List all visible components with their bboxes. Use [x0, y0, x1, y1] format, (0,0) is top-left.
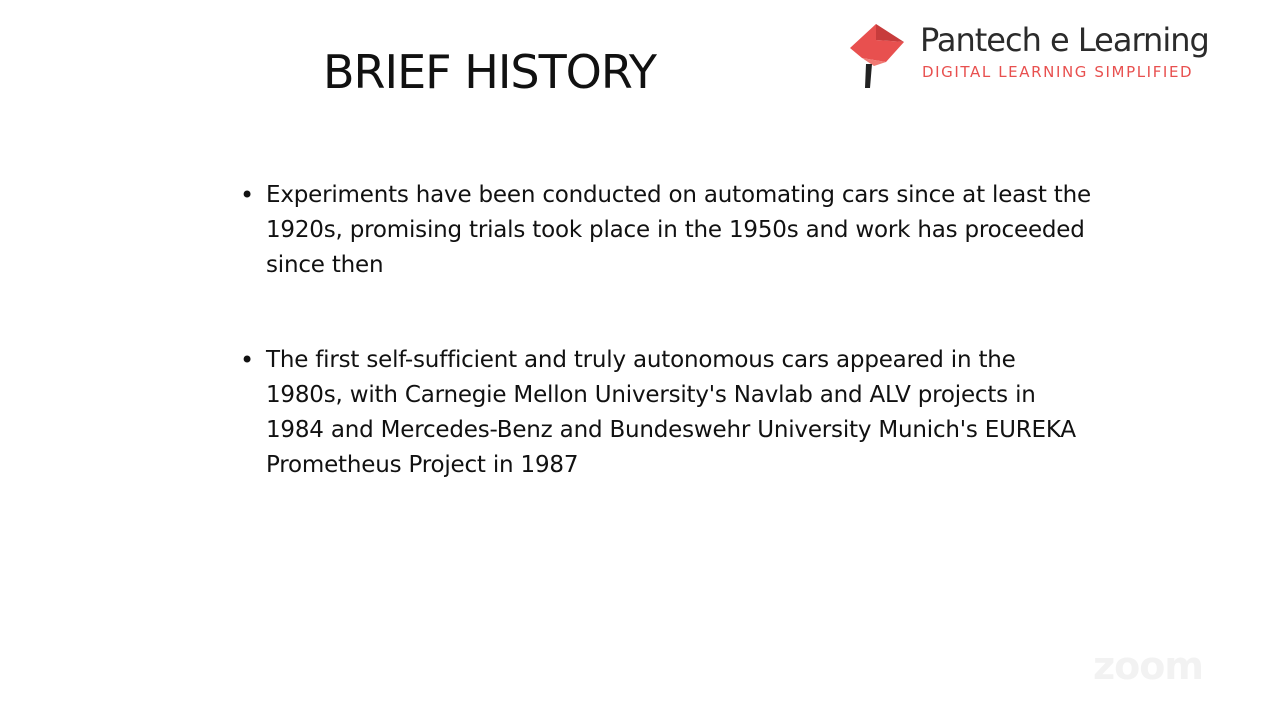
bullet-marker: •	[240, 181, 255, 209]
bullet-list	[240, 178, 1100, 543]
brand-logo	[846, 18, 1256, 90]
bullet-marker: •	[240, 346, 255, 374]
zoom-watermark: zoom	[1093, 644, 1203, 688]
bullet-text: Experiments have been conducted on automating cars since at least the 1920s, promising trials took place in the 1950s and work has proceeded since then	[266, 182, 1091, 278]
bullet-item	[240, 178, 1100, 283]
pantech-logo-icon	[846, 18, 912, 90]
slide-title: BRIEF HISTORY	[323, 45, 657, 99]
brand-tagline: DIGITAL LEARNING SIMPLIFIED	[922, 63, 1194, 81]
brand-name: Pantech e Learning	[920, 21, 1209, 59]
bullet-text: The first self-sufficient and truly autonomous cars appeared in the 1980s, with Carnegie Mellon University's Navlab and ALV projects in 1984 and Mercedes-Benz and Bundeswehr University Munich's EUREKA Prometheus Project in 1987	[266, 347, 1076, 478]
bullet-item	[240, 343, 1100, 483]
